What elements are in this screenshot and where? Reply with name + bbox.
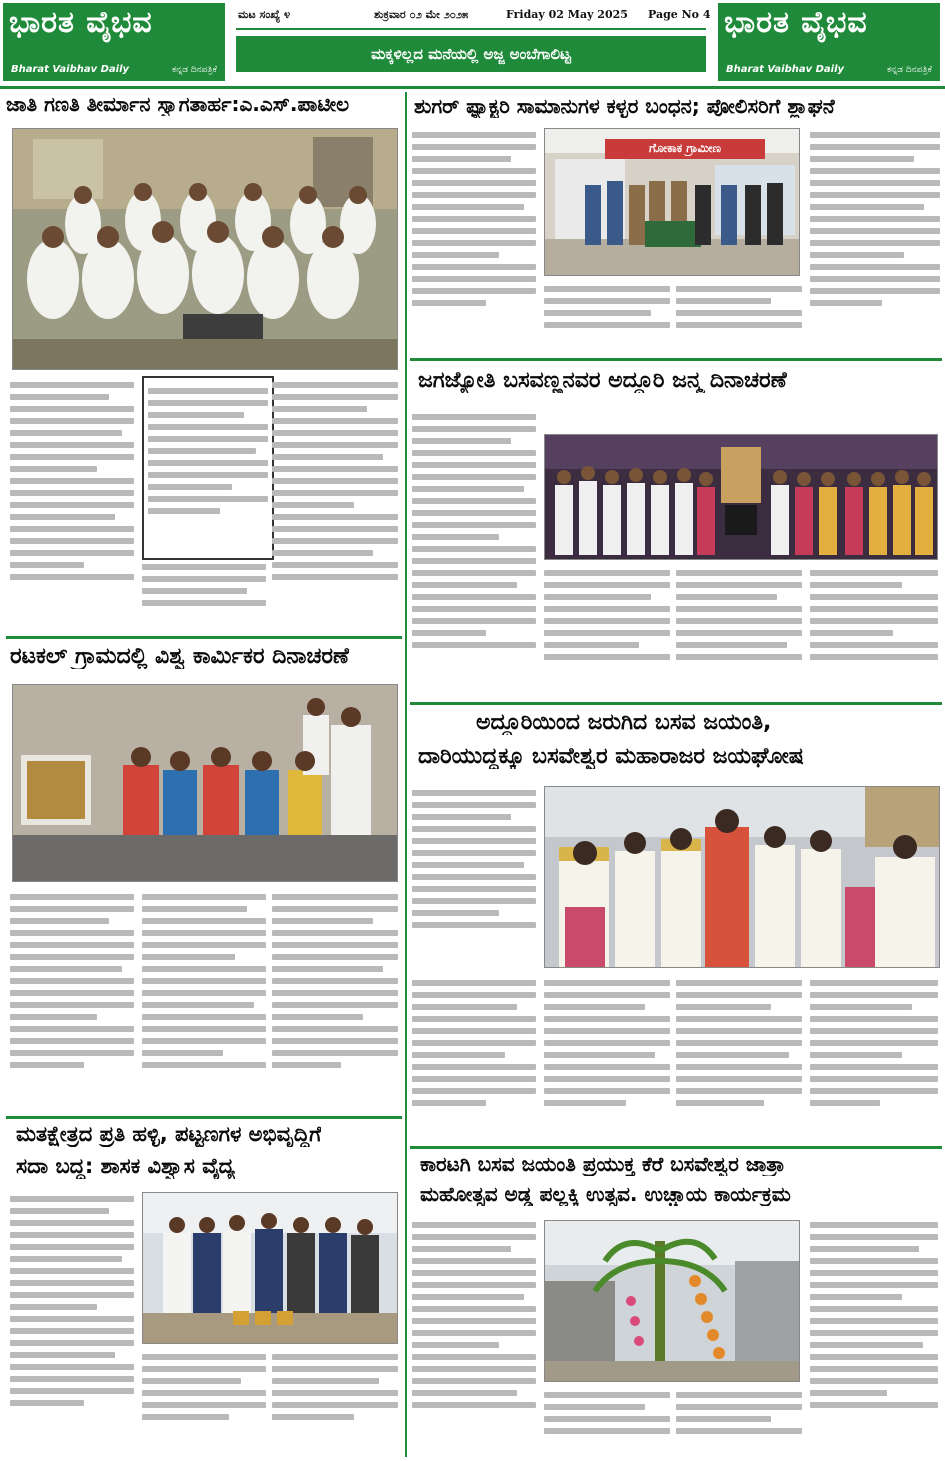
article-body-col2	[142, 558, 266, 628]
article-body-col2	[544, 280, 670, 352]
article-body-col1	[10, 1190, 134, 1454]
meeting-photo	[12, 128, 398, 370]
article-body-col3	[676, 280, 802, 352]
section-divider	[6, 1116, 402, 1119]
article-caste-census	[6, 92, 402, 632]
paper-tag: ಕನ್ನಡ ದಿನಪತ್ರಿಕೆ	[171, 65, 217, 75]
article-body-col2	[544, 1386, 670, 1456]
article-headline-line1: ಕಾರಟಗಿ ಬಸವ ಜಯಂತಿ ಪ್ರಯುಕ್ತ ಕೆರೆ ಬಸವೇಶ್ವರ ಜಾತ್ರಾ	[420, 1152, 785, 1176]
article-headline-line1: ಮತಕ್ಷೇತ್ರದ ಪ್ರತಿ ಹಳ್ಳಿ, ಪಟ್ಟಣಗಳ ಅಭಿವೃದ್ಧಿಗೆ	[16, 1122, 322, 1146]
procession-photo	[544, 786, 940, 968]
article-headline-line2: ಮಹೋತ್ಸವ ಅಡ್ಡ ಪಲ್ಲಕ್ಕಿ ಉತ್ಸವ. ಉಚ್ಚಾಯ ಕಾರ್ಯಕ್ರಮ	[420, 1182, 791, 1206]
paper-name: ಭಾರತ ವೈಭವ	[724, 5, 868, 40]
article-body-col3	[272, 376, 398, 630]
article-body-col2	[544, 974, 670, 1140]
paper-logo-right	[718, 3, 940, 81]
article-body-col3	[272, 888, 398, 1108]
column-divider	[405, 92, 407, 1457]
paper-tag: ಕನ್ನಡ ದಿನಪತ್ರಿಕೆ	[886, 65, 932, 75]
chariot-photo	[544, 1220, 800, 1382]
article-headline: ಶುಗರ್ ಫ್ಯಾಕ್ಟರಿ ಸಾಮಾನುಗಳ ಕಳ್ಳರ ಬಂಧನ; ಪೋಲಿಸರಿಗೆ ಶ್ಲಾಘನೆ	[414, 94, 835, 118]
article-body-col4	[810, 974, 938, 1140]
article-body-col1	[412, 126, 536, 352]
paper-name: ಭಾರತ ವೈಭವ	[9, 5, 153, 40]
article-headline-line1: ಅದ್ದೂರಿಯಿಂದ ಜರುಗಿದ ಬಸವ ಜಯಂತಿ,	[476, 710, 772, 735]
article-body-col1	[412, 408, 536, 694]
article-workers-day	[6, 642, 402, 1112]
issue-number: ಮಟ ಸಂಖ್ಯೆ ೪	[238, 8, 291, 21]
masthead	[0, 0, 945, 84]
article-body-col4	[810, 564, 938, 694]
paper-name-english: Bharat Vaibhav Daily	[11, 64, 130, 75]
section-divider	[410, 1146, 942, 1149]
tagline-banner: ಮಕ್ಕಳಿಲ್ಲದ ಮನೆಯಲ್ಲಿ ಅಜ್ಜ ಅಂಬೆಗಾಲಿಟ್ಟ	[236, 36, 706, 72]
article-body-col2	[142, 888, 266, 1108]
article-headline-line2: ಸದಾ ಬದ್ಧ: ಶಾಸಕ ವಿಶ್ವಾಸ ವೈದ್ಯ	[16, 1154, 236, 1178]
workers-day-photo	[12, 684, 398, 882]
article-body-col3	[676, 564, 802, 694]
article-headline: ರಟಕಲ್ ಗ್ರಾಮದಲ್ಲಿ ವಿಶ್ವ ಕಾರ್ಮಿಕರ ದಿನಾಚರಣೆ	[10, 644, 350, 669]
article-body-col3	[272, 1348, 398, 1454]
article-mla-development	[6, 1120, 402, 1458]
article-body-col1b	[412, 974, 536, 1140]
section-divider	[6, 636, 402, 639]
police-vehicle-photo	[544, 128, 800, 276]
article-headline-line2: ದಾರಿಯುದ್ದಕ್ಕೂ ಬಸವೇಶ್ವರ ಮಹಾರಾಜರ ಜಯಘೋಷ	[418, 744, 804, 769]
article-body-col4	[810, 1216, 938, 1456]
date-english: Friday 02 May 2025	[506, 8, 628, 21]
article-body-col3	[676, 1386, 802, 1456]
article-headline: ಜಾತಿ ಗಣತಿ ತೀರ್ಮಾನ ಸ್ವಾಗತಾರ್ಹ:ಎ.ಎಸ್.ಪಾಟೀಲ	[6, 92, 350, 116]
dateline	[236, 4, 711, 30]
section-divider	[410, 358, 942, 361]
quote-box	[142, 376, 274, 560]
mla-photo	[142, 1192, 398, 1344]
page-number: Page No 4	[648, 8, 711, 21]
paper-logo-left	[3, 3, 225, 81]
article-body-col1	[10, 376, 134, 630]
article-body-col3	[676, 974, 802, 1140]
article-body-col1	[412, 784, 536, 966]
article-body-col2	[142, 1348, 266, 1454]
article-basavanna-jayanti	[410, 364, 942, 698]
article-basava-procession	[410, 708, 942, 1142]
article-body-col4	[810, 126, 940, 352]
masthead-divider	[0, 86, 945, 89]
article-karatagi-jatra	[410, 1150, 942, 1458]
article-body-col1	[412, 1216, 536, 1456]
date-kannada: ಶುಕ್ರವಾರ ೦೨ ಮೇ ೨೦೨೫	[374, 8, 469, 21]
article-body-col1	[10, 888, 134, 1108]
section-divider	[410, 702, 942, 705]
article-headline: ಜಗಜ್ಯೋತಿ ಬಸವಣ್ಣನವರ ಅದ್ದೂರಿ ಜನ್ಮ ದಿನಾಚರಣೆ	[418, 368, 787, 393]
jayanti-group-photo	[544, 434, 938, 560]
article-sugar-factory-theft	[410, 92, 942, 354]
paper-name-english: Bharat Vaibhav Daily	[726, 64, 845, 75]
vehicle-banner-text: ಗೋಕಾಕ ಗ್ರಾಮೀಣ	[649, 141, 721, 155]
article-body-col2	[544, 564, 670, 694]
